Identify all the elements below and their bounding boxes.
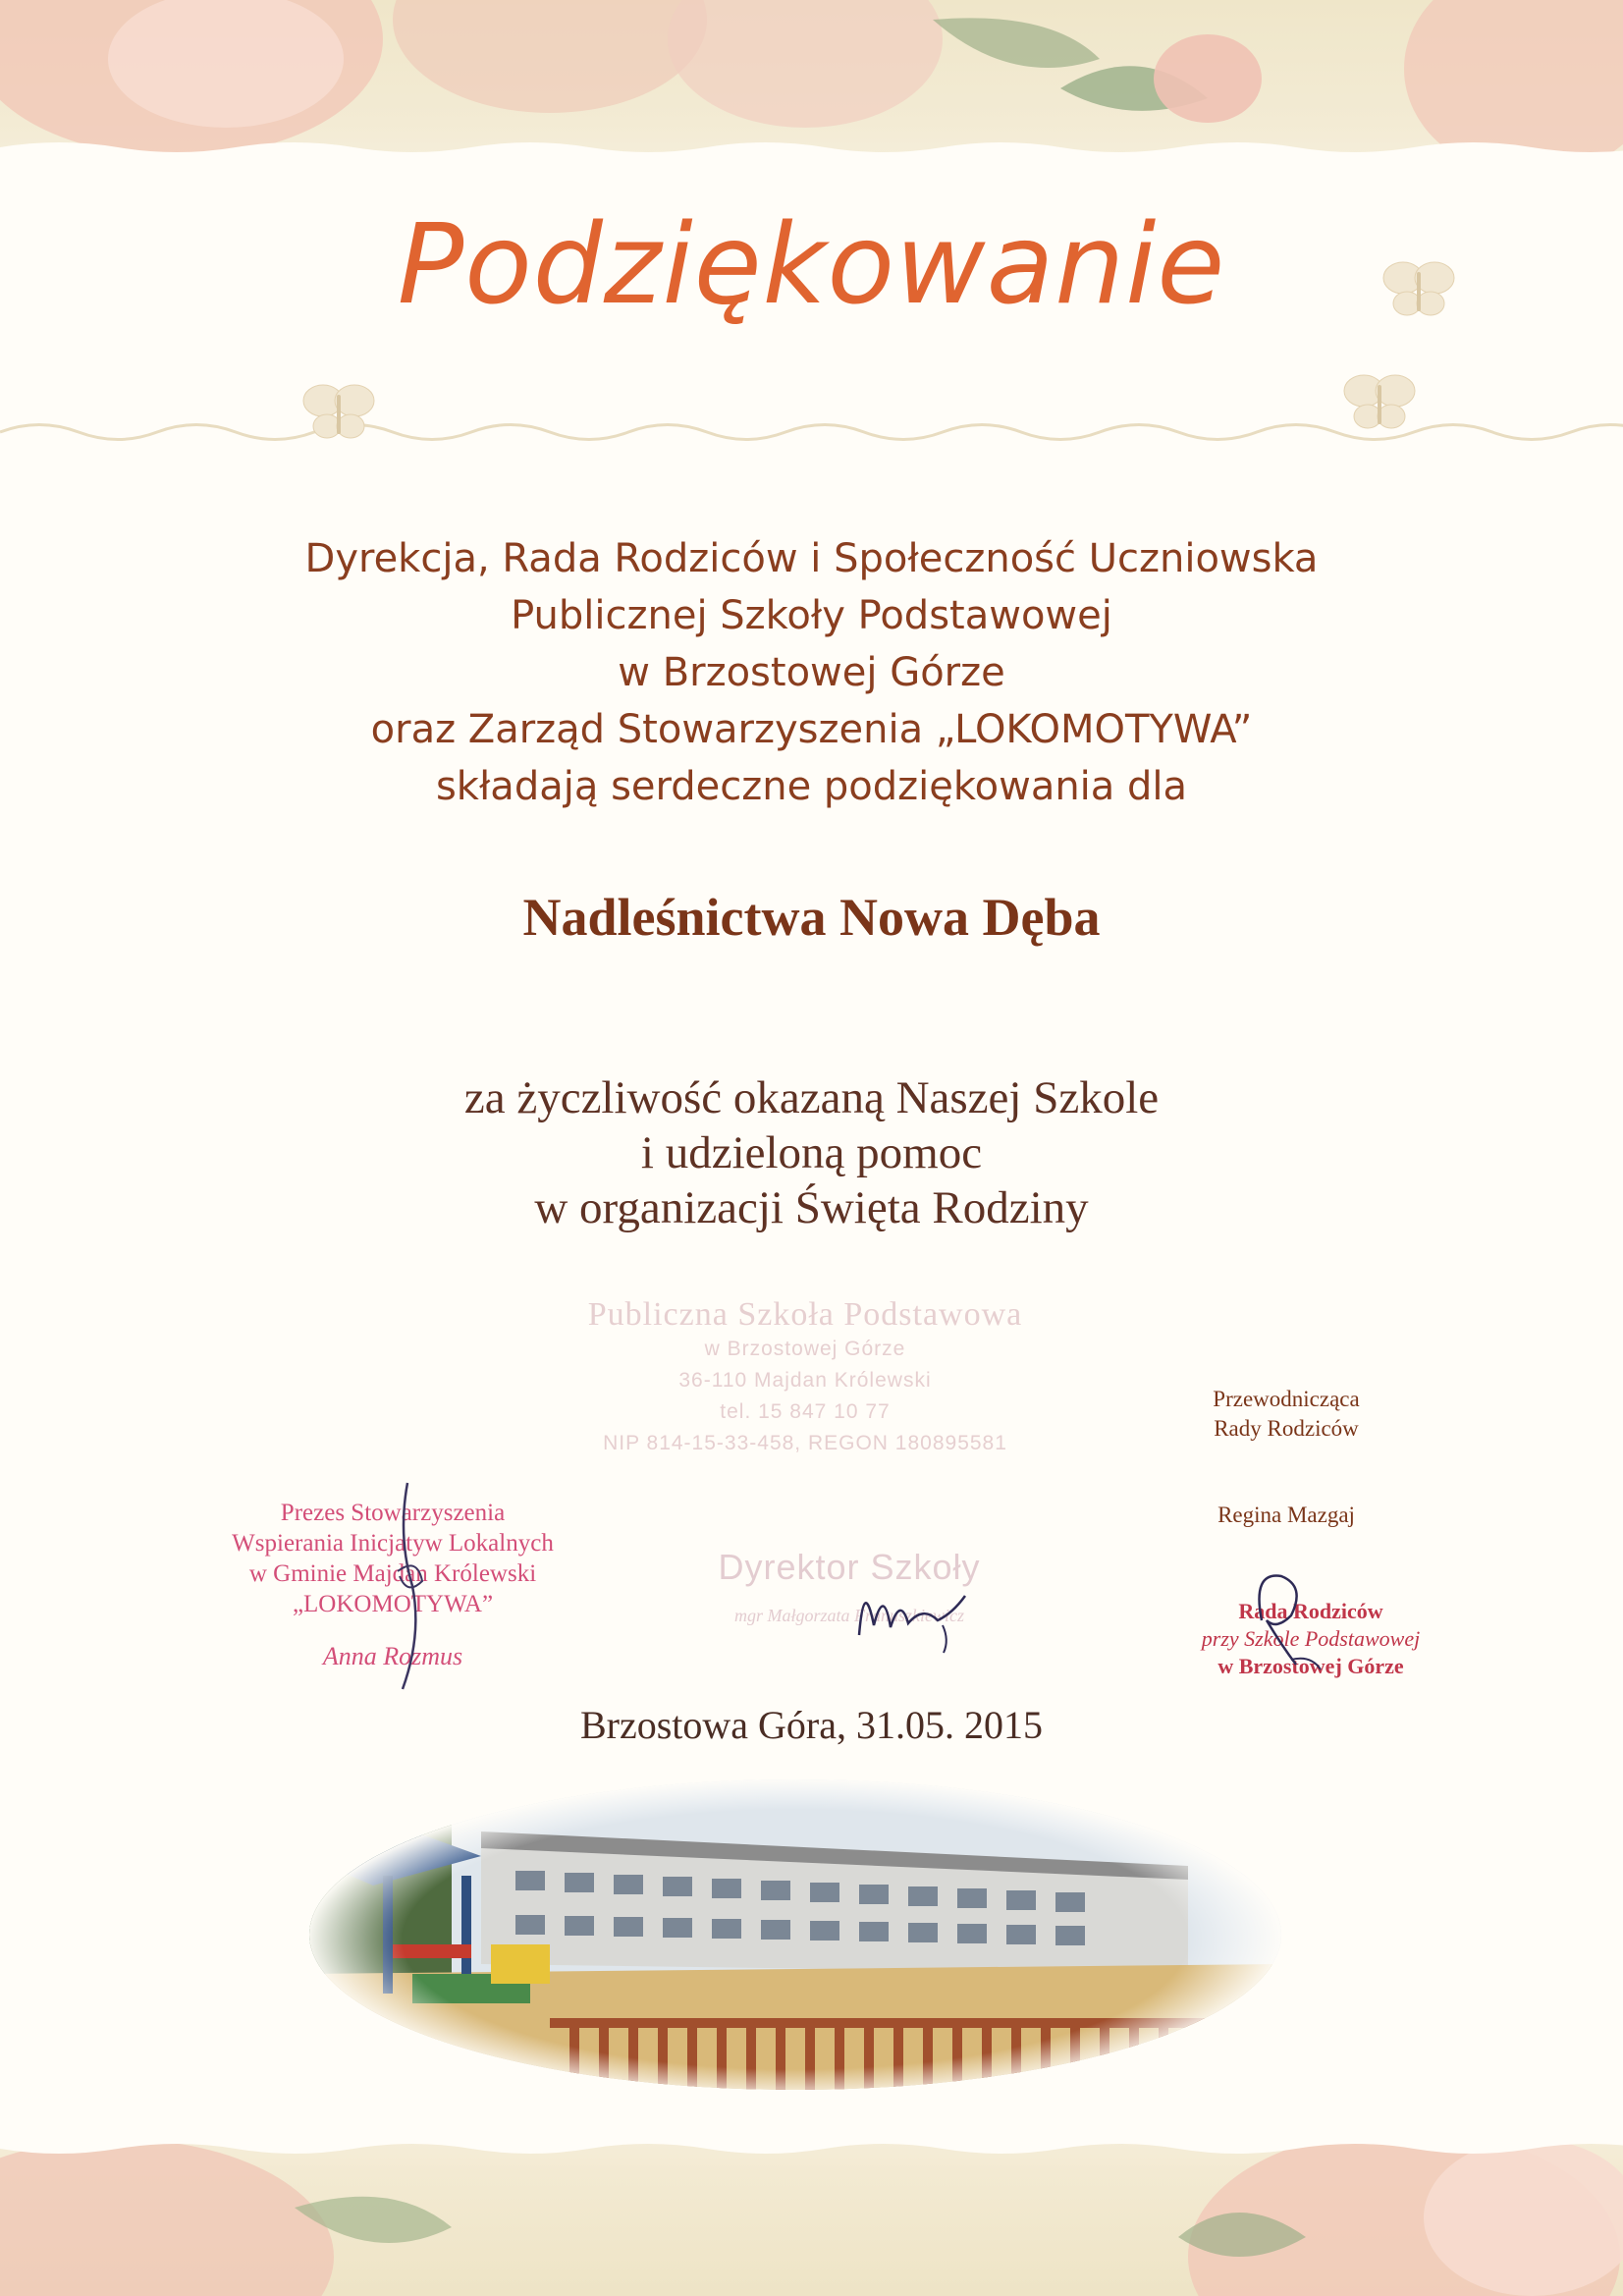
director-title: Dyrektor Szkoły [718,1547,981,1587]
school-photo [304,1777,1286,2102]
council-chair-name: Regina Mazgaj [1217,1503,1355,1527]
reason-text [0,1070,1623,1235]
recipient-name: Nadleśnictwa Nowa Dęba [522,888,1101,947]
association-line: Wspierania Inicjatyw Lokalnych [232,1530,554,1557]
parents-council [1129,1385,1443,1530]
school-stamp-line: w Brzostowej Górze [704,1338,906,1360]
butterfly-icon [299,373,378,452]
association-line: w Gminie Majdan Królewski [248,1560,537,1587]
director-name: mgr Małgorzata Franuszkiewicz [734,1606,964,1625]
reason-line: w organizacji Święta Rodziny [534,1182,1089,1233]
council-stamp-line: w Brzostowej Górze [1217,1654,1404,1678]
intro-line: Publicznej Szkoły Podstawowej [511,593,1112,638]
rose-border-top [0,0,1623,206]
reason-line: i udzieloną pomoc [640,1127,983,1178]
intro-text [0,530,1623,815]
intro-line: Dyrekcja, Rada Rodziców i Społeczność Uczniowska [304,536,1319,581]
reason-line: za życzliwość okazaną Naszej Szkole [463,1072,1160,1123]
signature-right [1222,1561,1330,1679]
association-line: Prezes Stowarzyszenia [280,1500,506,1526]
intro-line: w Brzostowej Górze [618,650,1005,695]
intro-line: składają serdeczne podziękowania dla [435,764,1188,809]
intro-line: oraz Zarząd Stowarzyszenia „LOKOMOTYWA” [370,707,1253,752]
place-date: Brzostowa Góra, 31.05. 2015 [579,1703,1044,1747]
school-stamp [550,1296,1060,1459]
school-stamp-line: NIP 814-15-33-458, REGON 180895581 [603,1432,1007,1454]
association-signatory: Anna Rozmus [322,1642,463,1670]
certificate-title: Podziękowanie [397,201,1226,329]
signature-center [849,1566,977,1655]
council-stamp-line: przy Szkole Podstawowej [1201,1626,1421,1651]
school-stamp-line: 36-110 Majdan Królewski [678,1369,932,1392]
butterfly-icon [1340,363,1419,442]
council-stamp-line: Rada Rodziców [1238,1599,1383,1623]
association-line: „LOKOMOTYWA” [292,1591,494,1617]
council-role-line: Przewodnicząca [1213,1387,1360,1411]
school-stamp-line: tel. 15 847 10 77 [720,1400,891,1423]
signature-left [378,1478,437,1694]
council-role-line: Rady Rodziców [1214,1416,1359,1441]
school-stamp-name: Publiczna Szkoła Podstawowa [587,1296,1023,1333]
rose-border-bottom [0,2090,1623,2296]
